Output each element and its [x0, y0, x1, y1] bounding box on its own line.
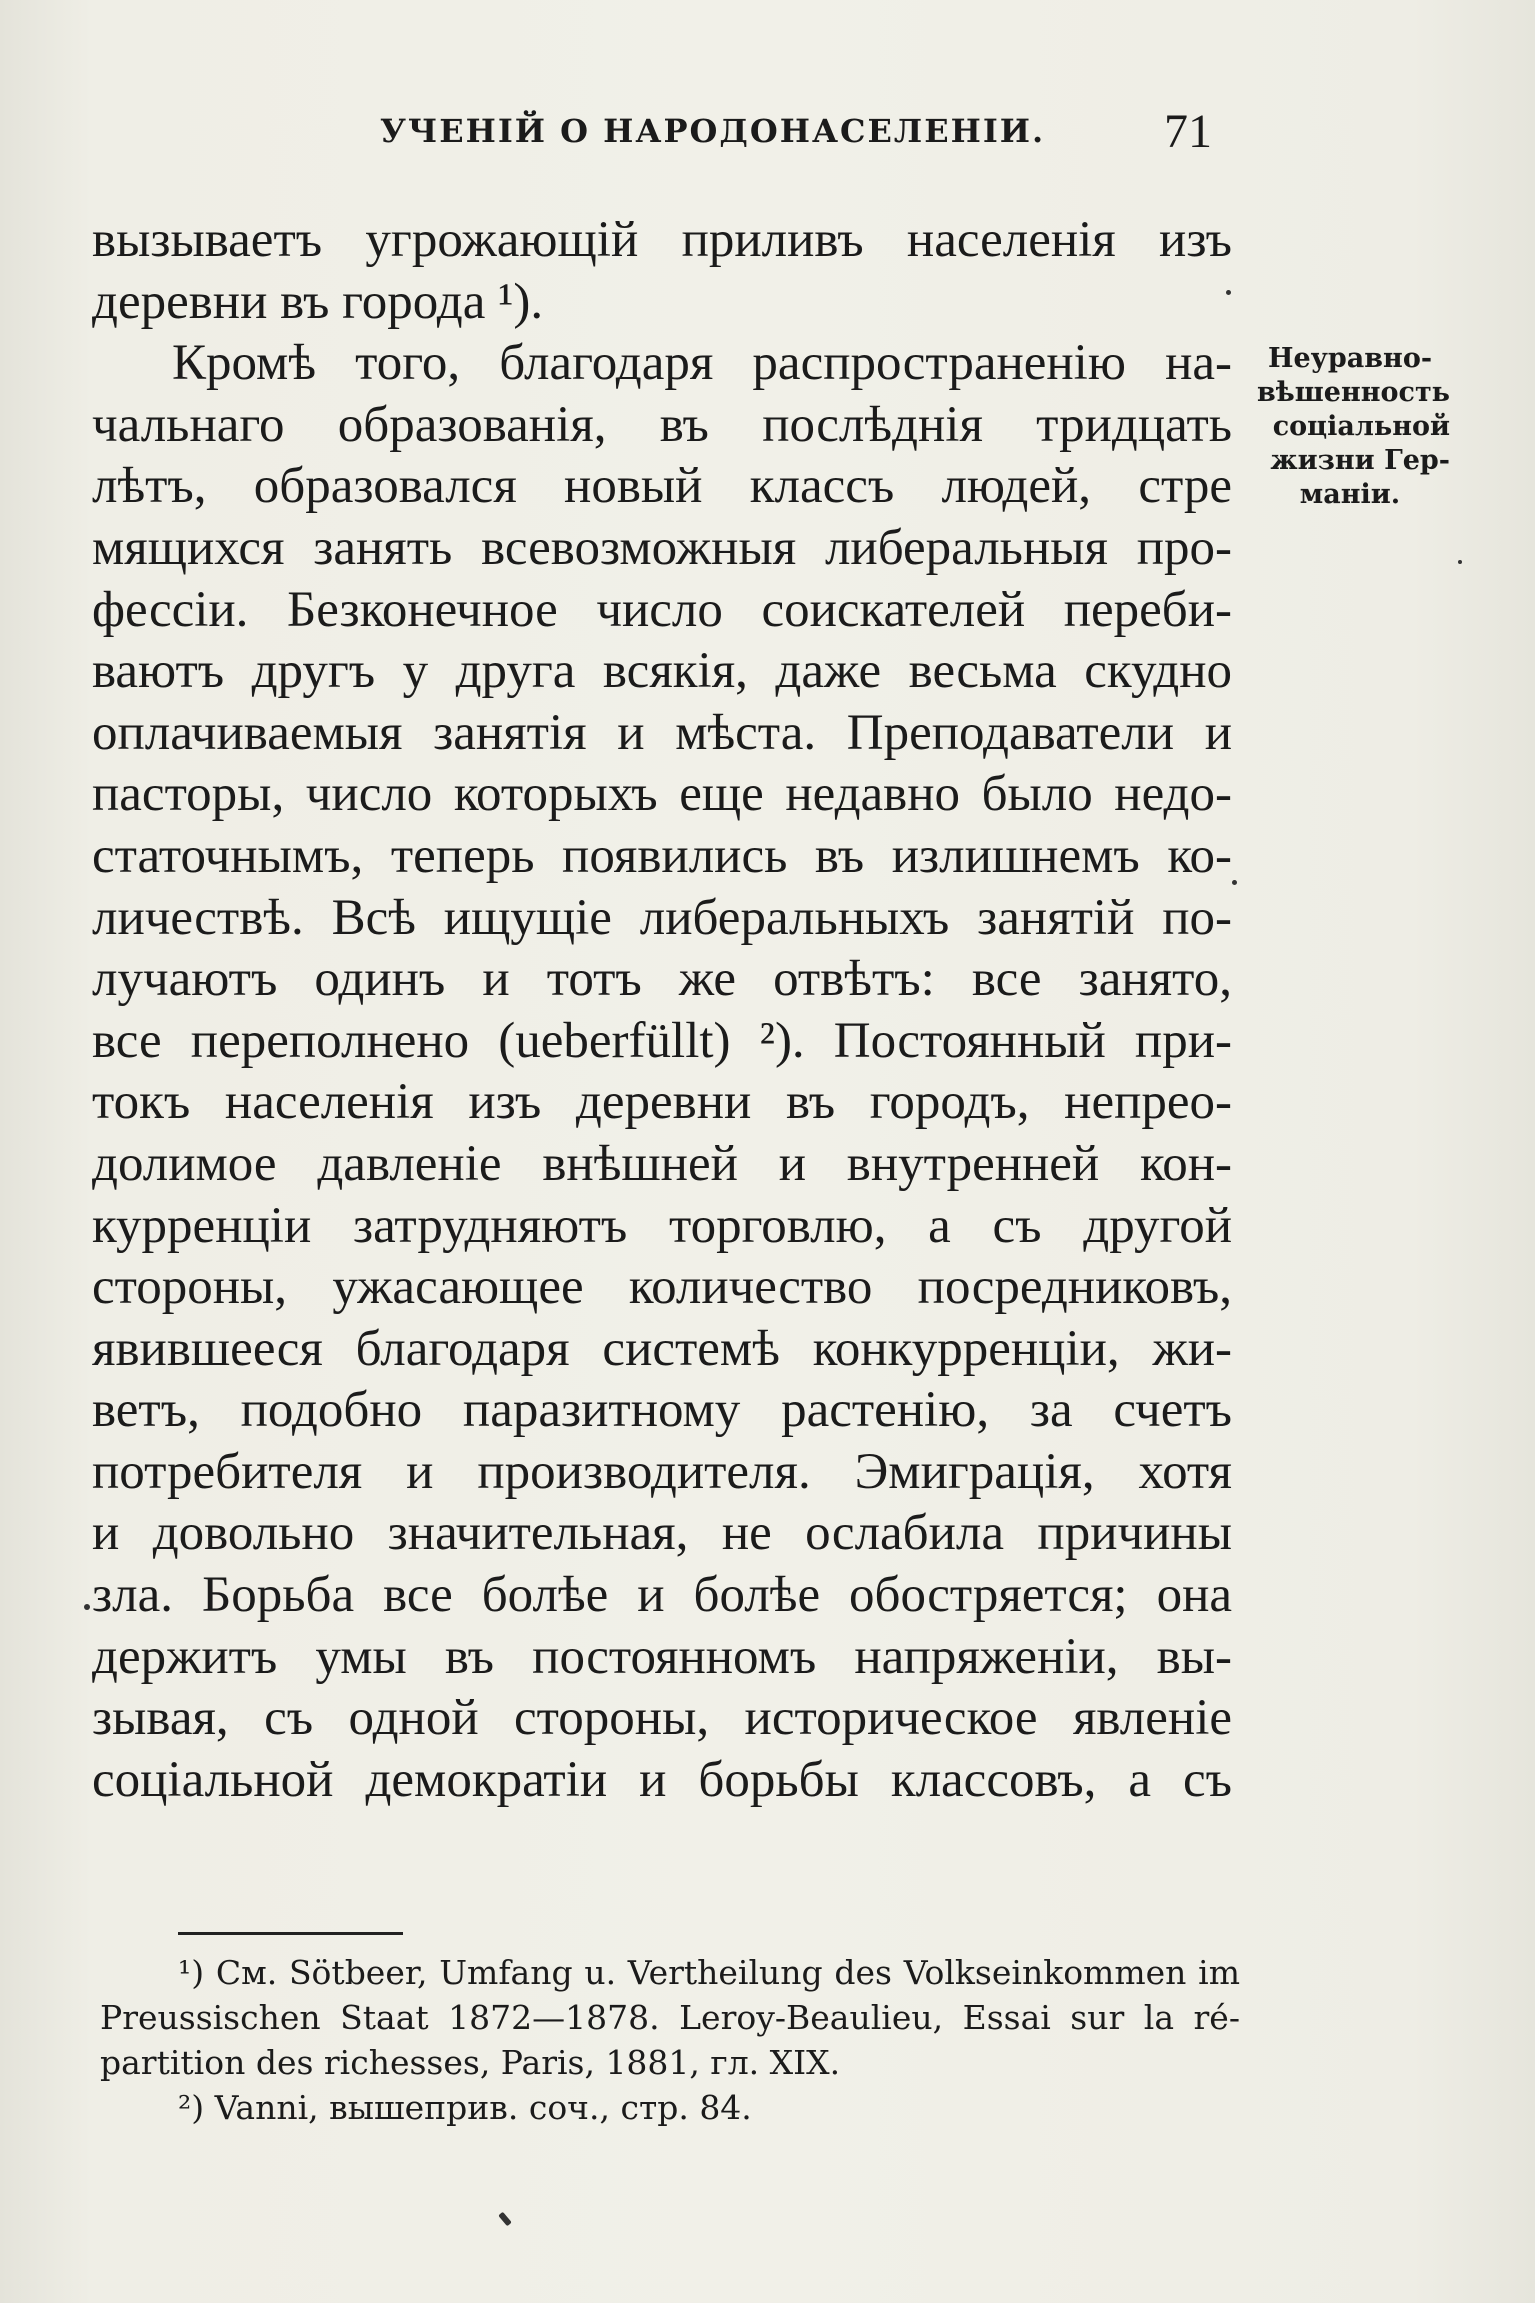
print-speck: [1232, 880, 1237, 885]
text-line: деревни въ города ¹).: [92, 273, 544, 330]
print-speck: [84, 1604, 90, 1610]
text-line: оплачиваемыя занятія и мѣста. Преподаватели и: [92, 704, 1232, 761]
page-number: 71: [1164, 105, 1212, 158]
footnote-divider: [178, 1932, 403, 1935]
text-line: ваютъ другъ у друга всякія, даже весьма скудно: [92, 643, 1232, 700]
text-line: Кромѣ того, благодаря распространенію на-: [172, 335, 1232, 392]
text-line: статочнымъ, теперь появились въ излишнемъ ко-: [92, 827, 1232, 884]
text-line: фессіи. Безконечное число соискателей переби-: [92, 581, 1232, 638]
marginal-line: соціальной: [1272, 411, 1450, 442]
marginal-line: маніи.: [1299, 479, 1401, 510]
marginal-note: [1250, 342, 1450, 512]
text-line: ветъ, подобно паразитному растенію, за счетъ: [92, 1382, 1232, 1439]
footnote-line: partition des richesses, Paris, 1881, гл. XIX.: [100, 2043, 841, 2082]
text-line: долимое давленіе внѣшней и внутренней кон-: [92, 1135, 1232, 1192]
footnote-line: Preussischen Staat 1872—1878. Leroy-Beaulieu, Essai sur la ré-: [100, 1998, 1240, 2037]
text-line: личествѣ. Всѣ ищущіе либеральныхъ занятій по-: [92, 889, 1232, 946]
print-speck: [1458, 560, 1462, 564]
text-line: держитъ умы въ постоянномъ напряженіи, вы-: [92, 1628, 1232, 1685]
text-line: все переполнено (ueberfüllt) ²). Постоянный при-: [92, 1012, 1232, 1069]
running-title: УЧЕНІЙ О НАРОДОНАСЕЛЕНІИ.: [380, 112, 1046, 150]
text-line: мящихся занять всевозможныя либеральныя про-: [92, 519, 1232, 576]
text-line: потребителя и производителя. Эмиграція, хотя: [92, 1443, 1232, 1500]
text-line: стороны, ужасающее количество посредниковъ,: [92, 1259, 1232, 1316]
print-speck: [498, 2212, 512, 2227]
text-line: вызываетъ угрожающій приливъ населенія изъ: [92, 212, 1232, 268]
text-line: лучаютъ одинъ и тотъ же отвѣтъ: все занято,: [92, 951, 1232, 1008]
marginal-line: Неуравно-: [1267, 343, 1433, 374]
text-line: токъ населенія изъ деревни въ городъ, непрео-: [92, 1074, 1232, 1131]
print-speck: [1226, 290, 1231, 295]
text-line: лѣтъ, образовался новый классъ людей, стре: [92, 458, 1232, 515]
text-line: и довольно значительная, не ослабила причины: [92, 1505, 1232, 1562]
text-line: пасторы, число которыхъ еще недавно было недо-: [92, 766, 1232, 823]
footnote-line: ²) Vanni, вышеприв. соч., стр. 84.: [178, 2088, 752, 2127]
text-line: явившееся благодаря системѣ конкурренціи, жи-: [92, 1320, 1232, 1377]
footnotes: [100, 1950, 1240, 2130]
marginal-line: вѣшенность: [1257, 377, 1450, 408]
text-line: зывая, съ одной стороны, историческое явленіе: [92, 1690, 1232, 1747]
marginal-line: жизни Гер-: [1270, 445, 1450, 476]
text-line: курренціи затрудняютъ торговлю, а съ другой: [92, 1197, 1232, 1254]
text-line: зла. Борьба все болѣе и болѣе обостряется; она: [92, 1567, 1232, 1624]
main-text: [92, 210, 1232, 1811]
text-line: соціальной демократіи и борьбы классовъ, а съ: [92, 1751, 1232, 1808]
footnote-line: ¹) См. Sötbeer, Umfang u. Vertheilung des Volkseinkommen im: [178, 1953, 1240, 1992]
text-line: чальнаго образованія, въ послѣднія тридцать: [92, 396, 1232, 453]
